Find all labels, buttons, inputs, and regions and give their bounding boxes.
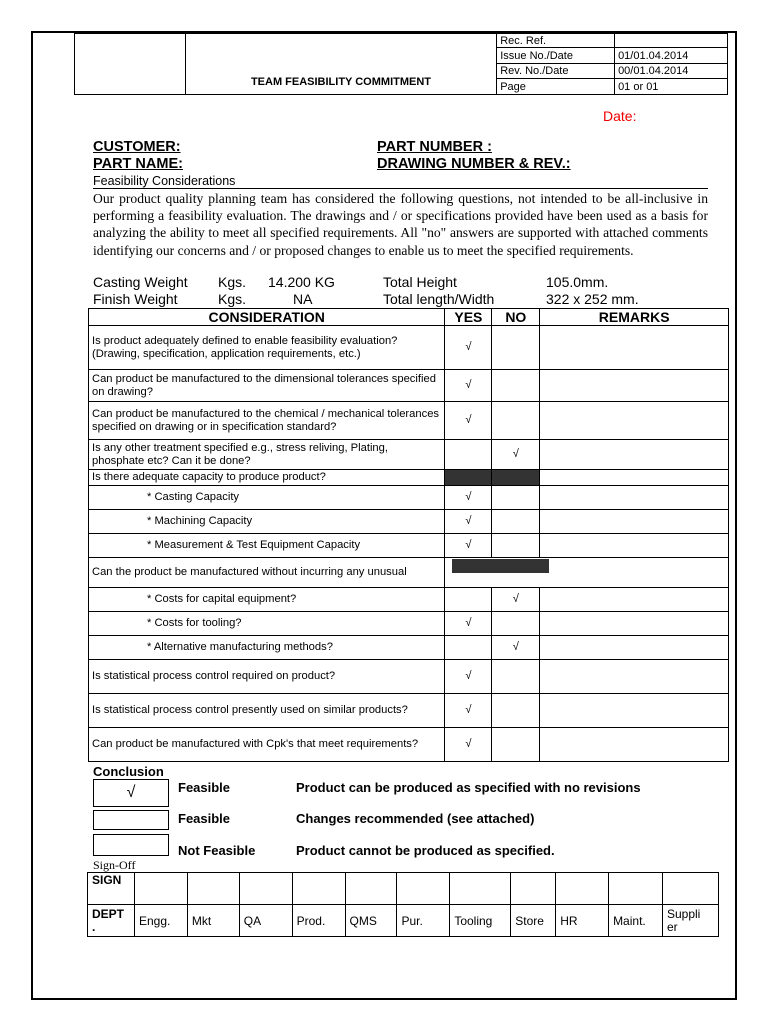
dept-cell: QA bbox=[239, 905, 292, 937]
total-lw-value: 322 x 252 mm. bbox=[546, 291, 639, 307]
customer-label: CUSTOMER: bbox=[93, 139, 181, 155]
option-label: Feasible bbox=[178, 780, 231, 795]
dept-cell: Tooling bbox=[450, 905, 511, 937]
rev-label: Rev. No./Date bbox=[497, 63, 615, 79]
row-text: Can product be manufactured to the chemical / mechanical tolerances specified on drawing or in specification standard? bbox=[89, 402, 445, 440]
row-text: * Casting Capacity bbox=[89, 486, 445, 510]
drawing-number-label: DRAWING NUMBER & REV.: bbox=[377, 156, 571, 172]
dept-cell: Prod. bbox=[292, 905, 345, 937]
issue-label: Issue No./Date bbox=[497, 48, 615, 64]
table-row bbox=[89, 612, 729, 636]
logo-cell bbox=[75, 34, 186, 95]
table-row bbox=[89, 694, 729, 728]
yes-check: √ bbox=[445, 534, 492, 558]
option-desc: Product cannot be produced as specified. bbox=[296, 843, 555, 858]
yes-check: √ bbox=[445, 370, 492, 402]
total-height-value: 105.0mm. bbox=[546, 274, 609, 290]
sign-cell[interactable] bbox=[511, 873, 556, 905]
sign-cell[interactable] bbox=[239, 873, 292, 905]
dept-cell: QMS bbox=[345, 905, 397, 937]
sign-cell[interactable] bbox=[609, 873, 663, 905]
casting-weight-label: Casting Weight bbox=[93, 274, 188, 290]
total-height-label: Total Height bbox=[383, 274, 457, 290]
row-text: Is there adequate capacity to produce product? bbox=[89, 470, 445, 486]
header-table bbox=[74, 33, 728, 95]
page-title: TEAM FEASIBILITY COMMITMENT bbox=[185, 34, 496, 95]
feasibility-heading: Feasibility Considerations bbox=[93, 174, 708, 189]
finish-weight-label: Finish Weight bbox=[93, 291, 178, 307]
row-text: Can product be manufactured to the dimensional tolerances specified on drawing? bbox=[89, 370, 445, 402]
yes-check: √ bbox=[445, 660, 492, 694]
yes-check: √ bbox=[445, 728, 492, 762]
option-label: Feasible bbox=[178, 811, 231, 826]
casting-weight-value: 14.200 KG bbox=[268, 274, 335, 290]
col-consideration: CONSIDERATION bbox=[89, 309, 445, 326]
table-row bbox=[89, 370, 729, 402]
shaded-cell bbox=[492, 470, 540, 486]
col-remarks: REMARKS bbox=[540, 309, 729, 326]
yes-check: √ bbox=[445, 326, 492, 370]
rec-ref-label: Rec. Ref. bbox=[497, 34, 615, 48]
page-label: Page bbox=[497, 79, 615, 95]
intro-paragraph: Our product quality planning team has considered the following questions, not intended to be all-inclusive in performing a feasibility evaluation. The drawings and / or specifications provided have been used as a basis for analyzing the ability to meet all specified requirements. All "no" answers are supported with attached comments identifying our concerns and / or proposed changes to enable us to meet the specified requirements. bbox=[93, 191, 708, 258]
page-value: 01 or 01 bbox=[615, 79, 728, 95]
finish-weight-unit: Kgs. bbox=[218, 291, 247, 307]
row-text: * Costs for capital equipment? bbox=[89, 588, 445, 612]
row-text: * Costs for tooling? bbox=[89, 612, 445, 636]
col-yes: YES bbox=[445, 309, 492, 326]
table-row bbox=[89, 486, 729, 510]
part-name-label: PART NAME: bbox=[93, 156, 183, 172]
signoff-heading: Sign-Off bbox=[93, 858, 136, 872]
shaded-row-cell bbox=[445, 558, 729, 588]
table-row bbox=[89, 510, 729, 534]
table-row bbox=[89, 470, 729, 486]
table-row bbox=[89, 558, 729, 588]
part-number-label: PART NUMBER : bbox=[377, 139, 492, 155]
yes-check: √ bbox=[445, 694, 492, 728]
table-row bbox=[89, 402, 729, 440]
row-text: Is product adequately defined to enable feasibility evaluation? (Drawing, specification, application requirements, etc.) bbox=[89, 326, 445, 370]
rev-value: 00/01.04.2014 bbox=[615, 63, 728, 79]
not-feasible-checkbox[interactable] bbox=[93, 834, 169, 856]
table-row bbox=[89, 588, 729, 612]
signoff-table bbox=[87, 872, 719, 937]
issue-value: 01/01.04.2014 bbox=[615, 48, 728, 64]
rec-ref-value bbox=[615, 34, 728, 48]
dept-cell: HR bbox=[556, 905, 609, 937]
table-row bbox=[89, 326, 729, 370]
no-check: √ bbox=[492, 636, 540, 660]
yes-check: √ bbox=[445, 510, 492, 534]
sign-cell[interactable] bbox=[134, 873, 187, 905]
sign-cell[interactable] bbox=[556, 873, 609, 905]
row-text: Can product be manufactured with Cpk's that meet requirements? bbox=[89, 728, 445, 762]
dept-cell: Mkt bbox=[187, 905, 239, 937]
row-text: * Machining Capacity bbox=[89, 510, 445, 534]
dept-cell: Pur. bbox=[397, 905, 450, 937]
no-check: √ bbox=[492, 440, 540, 470]
table-row bbox=[89, 636, 729, 660]
dept-cell: Store bbox=[511, 905, 556, 937]
sign-cell[interactable] bbox=[187, 873, 239, 905]
yes-check: √ bbox=[445, 486, 492, 510]
sign-cell[interactable] bbox=[450, 873, 511, 905]
yes-check: √ bbox=[445, 402, 492, 440]
conclusion-heading: Conclusion bbox=[93, 764, 164, 779]
finish-weight-value: NA bbox=[293, 291, 313, 307]
sign-cell[interactable] bbox=[292, 873, 345, 905]
sign-label: SIGN bbox=[88, 873, 135, 905]
casting-weight-unit: Kgs. bbox=[218, 274, 247, 290]
col-no: NO bbox=[492, 309, 540, 326]
row-text: * Alternative manufacturing methods? bbox=[89, 636, 445, 660]
feasible-changes-checkbox[interactable] bbox=[93, 810, 169, 830]
table-row bbox=[89, 440, 729, 470]
table-row bbox=[89, 660, 729, 694]
no-check: √ bbox=[492, 588, 540, 612]
option-desc: Product can be produced as specified with no revisions bbox=[296, 780, 641, 795]
row-text: Is statistical process control required on product? bbox=[89, 660, 445, 694]
dept-cell: Suppli er bbox=[662, 905, 718, 937]
date-label: Date: bbox=[603, 108, 637, 124]
feasible-checkbox[interactable] bbox=[93, 779, 169, 807]
sign-cell[interactable] bbox=[397, 873, 450, 905]
row-text: Can the product be manufactured without incurring any unusual bbox=[89, 558, 445, 588]
row-text: Is statistical process control presently used on similar products? bbox=[89, 694, 445, 728]
dept-cell: Engg. bbox=[134, 905, 187, 937]
option-desc: Changes recommended (see attached) bbox=[296, 811, 535, 826]
shaded-block bbox=[452, 559, 549, 573]
dept-label: DEPT . bbox=[88, 905, 135, 937]
row-text: Is any other treatment specified e.g., stress reliving, Plating, phosphate etc? Can it be done? bbox=[89, 440, 445, 470]
yes-check: √ bbox=[445, 612, 492, 636]
checkmark: √ bbox=[126, 784, 136, 801]
consideration-table bbox=[88, 308, 729, 762]
sign-cell[interactable] bbox=[345, 873, 397, 905]
row-text: * Measurement & Test Equipment Capacity bbox=[89, 534, 445, 558]
table-row bbox=[89, 728, 729, 762]
shaded-cell bbox=[445, 470, 492, 486]
option-label: Not Feasible bbox=[178, 843, 256, 858]
table-row bbox=[89, 534, 729, 558]
total-lw-label: Total length/Width bbox=[383, 291, 495, 307]
dept-cell: Maint. bbox=[609, 905, 663, 937]
sign-cell[interactable] bbox=[662, 873, 718, 905]
